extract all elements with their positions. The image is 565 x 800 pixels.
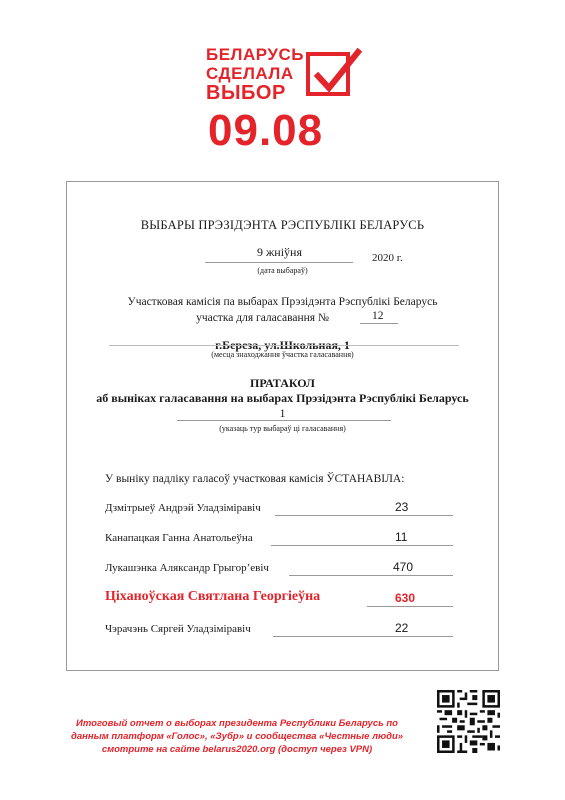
round-value: 1	[279, 406, 286, 420]
candidate-name: Канапацкая Ганна Анатольеўна	[105, 532, 253, 544]
logo-date: 09.08	[208, 106, 324, 155]
protocol-form	[66, 181, 499, 671]
address-underline	[109, 345, 459, 346]
candidate-name: Ціханоўская Святлана Георгіеўна	[105, 589, 321, 604]
section-number: 12	[372, 310, 384, 322]
election-year: 2020 г.	[372, 252, 403, 264]
footer-line-2: данным платформ «Голос», «Зубр» и сообщества «Честные люди»	[70, 731, 404, 742]
polling-address: г.Береза, ул.Школьная, 1	[215, 338, 350, 352]
logo-line-2: СДЕЛАЛА	[206, 64, 294, 83]
candidate-underline	[273, 636, 453, 637]
candidate-name: Лукашэнка Аляксандр Грыгор’евіч	[105, 562, 269, 574]
commission-text	[67, 294, 498, 326]
candidate-underline	[275, 515, 453, 516]
date-caption: (дата выбараў)	[257, 266, 308, 275]
protocol-title-line-2: аб выніках галасавання на выбарах Прэзідэнта Рэспублікі Беларусь	[96, 391, 469, 405]
round-underline	[177, 420, 391, 421]
protocol-title-line-1: ПРАТАКОЛ	[250, 376, 315, 390]
round-caption: (указаць тур выбараў ці галасавання)	[219, 424, 346, 433]
footer-line-3: смотрите на сайте belarus2020.org (доступ через VPN)	[101, 744, 373, 755]
date-underline	[205, 262, 353, 263]
election-date: 9 жніўня	[257, 245, 302, 259]
commission-line-2: участка для галасавання №	[196, 312, 329, 324]
candidate-name: Чэрачэнь Сяргей Уладзіміравіч	[105, 623, 251, 635]
candidate-votes: 630	[395, 591, 416, 605]
candidate-underline	[289, 575, 453, 576]
campaign-logo	[206, 46, 358, 156]
candidate-row-highlighted	[105, 589, 455, 609]
candidate-votes: 11	[395, 530, 408, 544]
section-underline	[360, 323, 398, 324]
candidate-row	[105, 498, 455, 518]
candidate-row	[105, 528, 455, 548]
footer-notice	[62, 717, 412, 756]
candidate-votes: 470	[393, 560, 414, 574]
candidate-name: Дзмітрыеў Андрэй Уладзіміравіч	[105, 502, 261, 514]
candidate-row	[105, 619, 455, 639]
qr-code-icon	[437, 690, 500, 753]
logo-line-1: БЕЛАРУСЬ	[206, 45, 304, 64]
logo-line-3: ВЫБОР	[206, 82, 286, 104]
established-text: У выніку падліку галасоў участковая камісія ЎСТАНАВІЛА:	[105, 473, 405, 485]
commission-line-1: Участковая камісія па выбарах Прэзідэнта Рэспублікі Беларусь	[127, 296, 438, 308]
candidate-underline	[271, 545, 453, 546]
footer-line-1: Итоговый отчет о выборах президента Республики Беларусь по	[76, 718, 398, 729]
election-heading: ВЫБАРЫ ПРЭЗІДЭНТА РЭСПУБЛІКІ БЕЛАРУСЬ	[140, 218, 425, 232]
checkmark-icon	[306, 52, 350, 96]
candidate-underline	[367, 606, 453, 607]
address-caption: (месца знаходжання ўчастка галасавання)	[211, 350, 354, 359]
candidate-row	[105, 558, 455, 578]
candidate-votes: 22	[395, 621, 409, 635]
candidate-votes: 23	[395, 500, 409, 514]
protocol-title	[67, 376, 498, 406]
